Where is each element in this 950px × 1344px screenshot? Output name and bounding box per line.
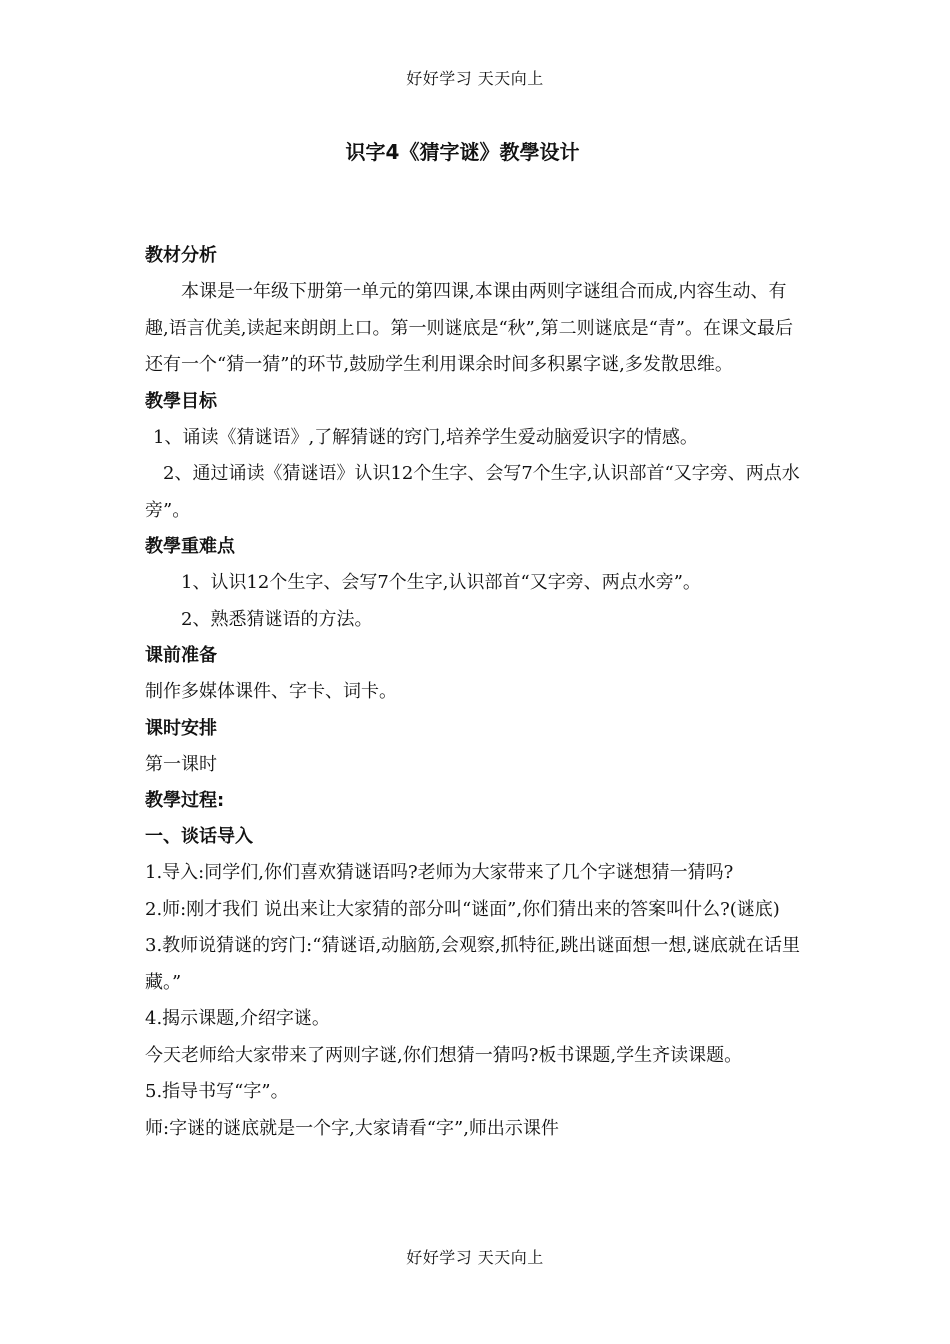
difficulty-item-1: 1、认识12个生字、会写7个生字,认识部首“又字旁、两点水旁”。 [181,572,701,593]
schedule-text: 第一课时 [145,753,217,775]
process-line-7: 师:字谜的谜底就是一个字,大家请看“字”,师出示课件 [145,1117,559,1139]
subheading-intro: 一、谈话导入 [145,826,253,847]
process-line-1: 1.导入:同学们,你们喜欢猜谜语吗?老师为大家带来了几个字谜想猜一猜吗? [145,862,734,883]
page-header: 好好学习 天天向上 [406,69,544,88]
goal-item-2: 2、通过诵读《猜谜语》认识12个生字、会写7个生字,认识部首“又字旁、两点水旁”。 [145,463,800,521]
document-title: 识字4《猜字谜》教學设计 [345,140,580,164]
process-line-6: 5.指导书写“字”。 [145,1081,289,1102]
heading-schedule: 课时安排 [145,717,217,739]
analysis-text: 本课是一年级下册第一单元的第四课,本课由两则字谜组合而成,内容生动、有趣,语言优美,读起来朗朗上口。第一则谜底是“秋”,第二则谜底是“青”。在课文最后还有一个“猜一猜”的环节,鼓励学生利用课余时间多积累字谜,多发散思维。 [145,281,793,375]
heading-process: 教學过程: [145,790,225,811]
heading-difficulties: 教學重难点 [145,536,235,557]
document-body [145,136,810,1147]
goal-item-1: 1、诵读《猜谜语》,了解猜谜的窍门,培养学生爱动脑爱识字的情感。 [153,426,698,448]
page-footer: 好好学习 天天向上 [406,1248,544,1267]
process-line-4: 4.揭示课题,介绍字谜。 [145,1008,330,1029]
difficulty-item-2: 2、熟悉猜谜语的方法。 [181,608,373,630]
heading-goals: 教學目标 [145,390,217,412]
heading-analysis: 教材分析 [145,245,217,266]
heading-preparation: 课前准备 [145,645,217,666]
process-line-2: 2.师:刚才我们 说出来让大家猜的部分叫“谜面”,你们猜出来的答案叫什么?(谜底) [145,898,780,920]
preparation-text: 制作多媒体课件、字卡、词卡。 [145,681,397,702]
process-line-3: 3.教师说猜谜的窍门:“猜谜语,动脑筋,会观察,抓特征,跳出谜面想一想,谜底就在话里藏。” [145,935,801,993]
process-line-5: 今天老师给大家带来了两则字谜,你们想猜一猜吗?板书课题,学生齐读课题。 [145,1044,743,1066]
